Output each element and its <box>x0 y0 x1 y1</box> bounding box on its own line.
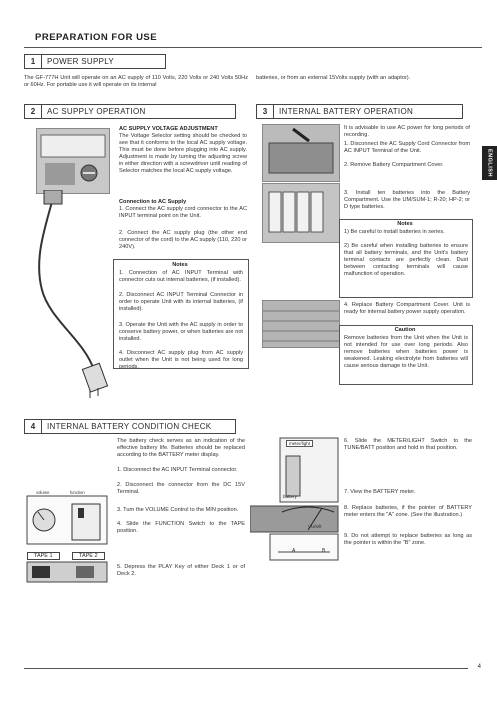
notes-title: Notes <box>397 221 413 227</box>
page-number: 4 <box>477 664 481 670</box>
caution-title: Caution <box>394 327 416 333</box>
tape-2-label: TAPE 2 <box>72 552 105 560</box>
section-number: 3 <box>257 105 274 118</box>
section-title: POWER SUPPLY <box>47 57 115 66</box>
zone-a-label: A <box>292 548 296 554</box>
tape-1-label: TAPE 1 <box>27 552 60 560</box>
volume-label: volume <box>36 490 50 495</box>
check-step-5: 5. Depress the PLAY Key of either Deck 1 or of Deck 2. <box>117 564 245 578</box>
language-tab: ENGLISH <box>482 146 497 180</box>
cover-replace-illustration <box>263 301 339 347</box>
note-4: 4. Disconnect AC supply plug from AC supply outlet when the Unit is not being used for long periods. <box>119 350 243 371</box>
cover-replace-photo <box>262 300 340 348</box>
battery-cover-photo <box>262 124 340 182</box>
check-step-1: 1. Disconnect the AC INPUT Terminal connector. <box>117 467 238 473</box>
battery-note-2: 2) Be careful when installing batteries to ensure that all battery terminals, and the Unit's battery terminal contacts are perfectly clean. Dust between contacting terminals will cause malfunction of operation. <box>344 243 468 278</box>
check-step-4: 4. Slide the FUNCTION Switch to the TAPE position. <box>117 521 245 535</box>
note-1: 1. Connection of AC INPUT Terminal with connector cuts out internal batteries, (if installed). <box>119 270 243 284</box>
function-label: function <box>70 490 85 495</box>
section-1-heading <box>24 54 166 69</box>
battery-check-intro: The battery check serves as an indication of the effective battery life. Batteries should be replaced according to the BATTERY meter display. <box>117 438 245 459</box>
vu-left-label: VU/left <box>308 524 322 529</box>
battery-install-illustration <box>263 184 339 242</box>
connection-heading: Connection to AC Supply <box>119 199 187 205</box>
section-title: AC SUPPLY OPERATION <box>47 107 146 116</box>
check-step-3: 3. Turn the VOLUME Control to the MIN position. <box>117 507 239 513</box>
battery-step-3: 3. Install ten batteries into the Battery Compartment. Use the UM/SUM-1; R-20; HP-2; or D type batteries. <box>344 190 470 211</box>
play-key-illustration <box>26 561 108 583</box>
power-supply-text-left: The GF-777H Unit will operate on an AC supply of 110 Volts, 220 Volts or 240 Volts 50Hz or 60Hz. For portable use it will operate on its internal <box>24 75 248 89</box>
page-title: PREPARATION FOR USE <box>35 32 158 43</box>
section-number: 4 <box>25 420 42 433</box>
power-supply-text-right: batteries, or from an external 15Volts supply (with an adaptor). <box>256 75 411 81</box>
voltage-adjust-text: The Voltage Selector setting should be checked to see that it conforms to the local AC supply voltage. This must be done before plugging into AC supply. Adjustment is made by turning the adjusting screw in either direction with a screwdriver until reading of Selector matches the local AC supply voltage. <box>119 133 247 175</box>
meter-light-label: meter/light <box>286 440 313 447</box>
battery-step-4: 4. Replace Battery Compartment Cover. Unit is ready for internal battery power supply operation. <box>344 302 470 316</box>
check-step-2: 2. Disconnect the connector from the DC 15V Terminal. <box>117 482 245 496</box>
section-number: 2 <box>25 105 42 118</box>
note-3: 3. Operate the Unit with the AC supply in order to conserve battery power, or when batteries are not installed. <box>119 322 243 343</box>
header-rule <box>24 47 482 48</box>
check-step-9: 9. Do not attempt to replace batteries as long as the pointer is within the "B" zone. <box>344 533 472 547</box>
battery-cover-illustration <box>263 125 339 181</box>
battery-meter-illustration <box>250 436 340 566</box>
zone-b-label: B <box>322 548 326 554</box>
check-step-8: 8. Replace batteries, if the pointer of BATTERY meter enters the "A" zone. (See the illustration.) <box>344 505 472 519</box>
battery-step-2: 2. Remove Battery Compartment Cover. <box>344 162 444 168</box>
battery-step-1: 1. Disconnect the AC Supply Cord Connector from AC INPUT Terminal of the Unit. <box>344 141 470 155</box>
check-step-6: 6. Slide the METER/LIGHT Switch to the TUNE/BATT position and hold in that position. <box>344 438 472 452</box>
voltage-adjust-heading: AC SUPPLY VOLTAGE ADJUSTMENT <box>119 126 218 132</box>
notes-title: Notes <box>172 262 188 268</box>
connection-step-2: 2. Connect the AC supply plug (the other end connector of the cord) to the AC supply (110, 220 or 240V). <box>119 230 248 251</box>
section-number: 1 <box>25 55 42 68</box>
section-2-heading <box>24 104 236 119</box>
caution-text: Remove batteries from the Unit when the Unit is not intended for use over long periods. Also remove batteries when batteries power is weakened. Leaking electrolyte from batteries will cause serious damage to the Unit. <box>344 335 468 370</box>
connection-step-1: 1. Connect the AC supply cord connector to the AC INPUT terminal point on the Unit. <box>119 206 247 220</box>
note-2: 2. Disconnect AC INPUT Terminal Connector in order to operate Unit with its internal batteries, (if installed). <box>119 292 243 313</box>
battery-meter-label: battery <box>283 494 297 499</box>
battery-note-1: 1) Be careful to install batteries in series. <box>344 229 445 235</box>
check-step-7: 7. View the BATTERY meter. <box>344 489 416 495</box>
volume-function-illustration <box>26 486 108 546</box>
battery-intro: It is advisable to use AC power for long periods of recording. <box>344 125 470 139</box>
section-title: INTERNAL BATTERY OPERATION <box>279 107 414 116</box>
ac-cord-illustration <box>24 190 114 400</box>
voltage-selector-photo <box>36 128 110 194</box>
footer-rule <box>24 668 468 669</box>
section-3-heading <box>256 104 463 119</box>
section-title: INTERNAL BATTERY CONDITION CHECK <box>47 422 212 431</box>
section-4-heading <box>24 419 236 434</box>
battery-install-photo <box>262 183 340 243</box>
voltage-selector-illustration <box>37 129 109 193</box>
